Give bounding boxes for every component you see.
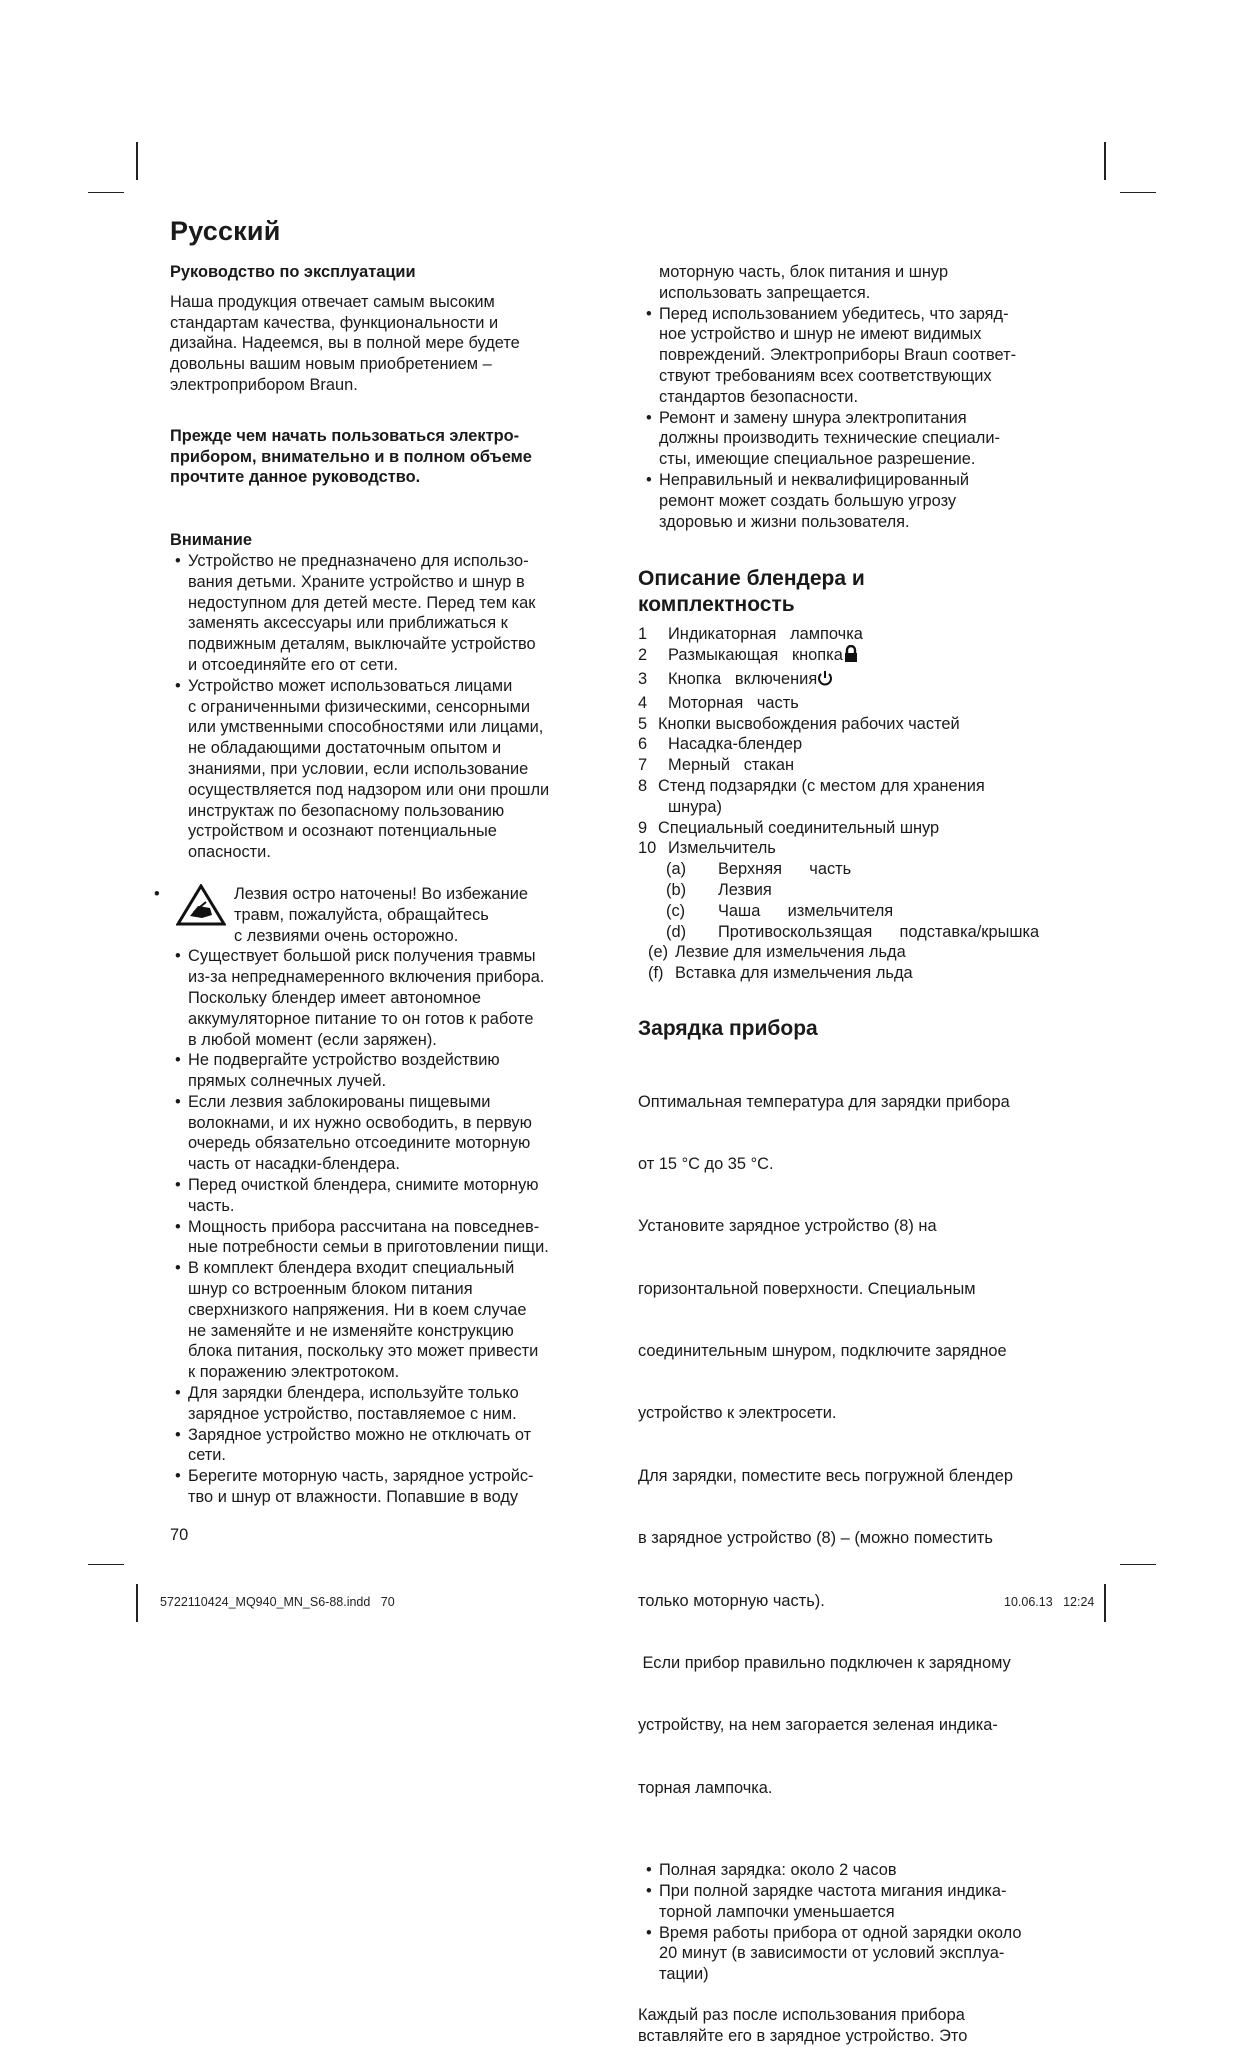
text-line: блока питания, поскольку это может привести [188,1342,539,1361]
list-item [188,1092,610,1175]
footer-filename: 5722110424_MQ940_MN_S6-88.indd 70 [160,1595,395,1609]
list-item [638,624,1100,645]
list-item [188,676,610,863]
text-line: ное устройство и шнур не имеют видимых [659,325,982,344]
text-line: сты, имеющие специальное разрешение. [659,450,976,469]
text-line: • Мощность прибора рассчитана на повседнев- [188,1217,540,1236]
text-line: • Устройство не предназначено для использо- [188,551,529,570]
description-heading [638,566,1100,618]
text-line: довольны вашим новым приобретением – [170,355,492,374]
part-number: 4 [638,693,648,712]
part-label: Чаша измельчителя [718,901,894,920]
text-line: стандартов безопасности. [659,387,858,406]
part-label: Лезвия [718,880,772,899]
right-column [638,262,1100,2047]
text-line: • Берегите моторную часть, зарядное устройс- [188,1467,534,1486]
heading-line: Описание блендера и [638,567,865,591]
text-line: Поскольку блендер имеет автономное [188,988,481,1007]
part-label: Кнопки высвобождения рабочих частей [658,714,960,733]
text-line: волокнами, и их нужно освободить, в первую [188,1113,532,1132]
list-item [638,755,1100,776]
part-label: шнура) [668,797,722,816]
part-number: 6 [638,735,648,754]
list-item [638,693,1100,714]
text-line: инструктаж по безопасному пользованию [188,801,505,820]
text-line: • При полной зарядке частота мигания индика- [659,1881,1007,1900]
part-number: (d) [666,922,687,941]
part-number: (f) [648,964,664,983]
part-label: Кнопка включения [668,669,818,688]
part-number: 2 [638,646,648,665]
text-line: заменять аксессуары или приближаться к [188,614,508,633]
list-item [188,551,610,676]
list-item [659,408,1100,470]
crop-mark [136,142,138,180]
text-line: из-за непреднамеренного включения прибора. [188,968,545,987]
crop-mark [136,1584,138,1622]
list-item [638,714,1100,735]
page-number: 70 [170,1526,189,1544]
list-item [666,880,1100,901]
list-item [638,838,1100,859]
text-line: в зарядное устройство (8) – (можно поместить [638,1529,993,1548]
part-number: 9 [638,818,648,837]
text-line: вставляйте его в зарядное устройство. Это [638,2026,968,2045]
text-line: недоступном для детей месте. Перед тем как [188,593,536,612]
text-line: ствуют требованиям всех соответствующих [659,366,992,385]
part-label: Верхняя часть [718,860,852,879]
text-line: соединительным шнуром, подключите зарядное [638,1342,1007,1361]
text-line: Если прибор правильно подключен к зарядному [638,1654,1011,1673]
text-line: опасности. [188,843,271,862]
part-number: 10 [638,839,657,858]
text-line: не заменяйте и не изменяйте конструкцию [188,1321,514,1340]
power-icon [817,669,833,693]
footer-timestamp: 10.06.13 12:24 [1004,1595,1095,1609]
text-line: осуществляется под надзором или они прошли [188,780,550,799]
list-item [188,1258,610,1383]
part-label: Индикаторная лампочка [668,625,863,644]
part-number: 8 [638,776,648,795]
extra-parts-list [638,942,1100,984]
bullet: • [154,884,160,903]
text-line: сверхнизкого напряжения. Ни в коем случае [188,1300,527,1319]
blade-warning [154,884,610,946]
crop-mark [1120,1564,1156,1565]
part-label: Насадка-блендер [668,735,803,754]
list-item [659,1881,1100,1923]
sharp-blade-warning-icon [176,884,234,946]
intro-paragraph [170,292,610,396]
text-line: аккумуляторное питание то он готов к работе [188,1009,534,1028]
text-line: шнур со встроенным блоком питания [188,1280,473,1299]
part-number [638,797,668,818]
part-number: (e) [648,943,669,962]
text-line: устройство к электросети. [638,1404,837,1423]
list-item [659,470,1100,532]
text-line: Прежде чем начать пользоваться электро- [170,426,520,445]
text-line: травм, пожалуйста, обращайтесь [234,905,489,924]
text-line: стандартам качества, функциональности и [170,313,499,332]
text-line: не обладающими достаточным опытом и [188,739,502,758]
text-line: или умственными способностями или лицами, [188,718,544,737]
list-item [638,797,1100,818]
part-label: Вставка для измельчения льда [675,964,913,983]
closing-paragraph [638,2005,1100,2047]
list-item [638,669,1100,693]
continued-text [638,262,1100,304]
text-line: прямых солнечных лучей. [188,1072,387,1091]
text-line: • Ремонт и замену шнура электропитания [659,408,967,427]
subparts-list [638,859,1100,942]
part-number: (b) [666,880,687,899]
text-line: знаниями, при условии, если использование [188,759,529,778]
list-item [638,734,1100,755]
text-line: часть. [188,1196,235,1215]
crop-mark [1104,142,1106,180]
part-number: (c) [666,901,686,920]
crop-mark [88,1564,124,1565]
text-line: очередь обязательно отсоедините моторную [188,1134,531,1153]
list-item [659,1860,1100,1881]
caution-list [638,304,1100,533]
part-label: Стенд подзарядки (с местом для хранения [658,776,985,795]
text-line: вания детьми. Храните устройство и шнур в [188,572,525,591]
text-line: подвижным деталям, выключайте устройство [188,635,536,654]
list-item [188,1050,610,1092]
text-line: Каждый раз после использования прибора [638,2005,965,2024]
caution-heading: Внимание [170,531,252,550]
text-line: устройству, на нем загорается зеленая индика- [638,1716,998,1735]
part-number: 1 [638,625,648,644]
read-first-notice [170,426,610,488]
part-number: (a) [666,860,687,879]
text-line: • Перед использованием убедитесь, что заряд- [659,304,1009,323]
text-line: Оптимальная температура для зарядки прибора [638,1092,1010,1111]
list-item [659,1923,1100,1985]
text-line: с лезвиями очень осторожно. [234,926,459,945]
caution-list [170,946,610,1508]
list-item [666,922,1100,943]
text-line: тации) [659,1965,709,1984]
text-line: электроприбором Braun. [170,375,358,394]
text-line: использовать запрещается. [659,283,871,302]
left-column [154,262,610,1508]
text-line: зарядное устройство, поставляемое с ним. [188,1404,517,1423]
text-line: • Зарядное устройство можно не отключать от [188,1425,532,1444]
text-line: часть от насадки-блендера. [188,1155,400,1174]
text-line: • Для зарядки блендера, используйте только [188,1384,519,1403]
part-label: Противоскользящая подставка/крышка [718,922,1040,941]
list-item [659,304,1100,408]
list-item [666,901,1100,922]
text-line: тво и шнур от влажности. Попавшие в воду [188,1488,519,1507]
list-item [666,859,1100,880]
text-line: Для зарядки, поместите весь погружной блендер [638,1466,1013,1485]
list-item [188,1466,610,1508]
text-line: торная лампочка. [638,1778,773,1797]
text-line: моторную часть, блок питания и шнур [659,263,949,281]
text-line: • Перед очисткой блендера, снимите моторную [188,1176,539,1195]
text-line: здоровью и жизни пользователя. [659,512,910,531]
manual-heading: Руководство по эксплуатации [170,263,416,281]
text-line: • Не подвергайте устройство воздействию [188,1051,500,1070]
text-line: должны производить технические специали- [659,429,1000,448]
crop-mark [88,192,124,193]
list-item [638,776,1100,797]
heading-line: комплектность [638,593,795,617]
text-line: • Время работы прибора от одной зарядки около [659,1923,1022,1942]
caution-list [170,551,610,863]
list-item [188,946,610,1050]
text-line: прибором, внимательно и в полном объеме [170,447,532,466]
charging-list [638,1860,1100,1985]
part-number: 3 [638,669,648,688]
text-line: Лезвия остро наточены! Во избежание [234,884,529,903]
part-label: Моторная часть [668,693,799,712]
part-label: Лезвие для измельчения льда [675,943,906,962]
page-title: Русский [170,216,281,246]
text-line: горизонтальной поверхности. Специальным [638,1279,976,1298]
list-item [638,818,1100,839]
part-label: Мерный стакан [668,756,795,775]
part-label: Размыкающая кнопка [668,646,843,665]
text-line: с ограниченными физическими, сенсорными [188,697,531,716]
text-line: прочтите данное руководство. [170,468,421,487]
text-line: ные потребности семьи в приготовлении пищи. [188,1238,549,1257]
text-line: повреждений. Электроприборы Braun соответ- [659,346,1017,365]
text-line: 20 минут (в зависимости от условий эксплуа- [659,1944,1005,1963]
text-line: в любой момент (если заряжен). [188,1030,437,1049]
crop-mark [1120,192,1156,193]
part-label: Измельчитель [668,839,776,858]
text-line: • Устройство может использоваться лицами [188,676,513,695]
text-line: дизайна. Надеемся, вы в полной мере будете [170,334,520,353]
charging-heading: Зарядка прибора [638,1016,818,1040]
part-label: Специальный соединительный шнур [658,818,940,837]
text-line: • Существует большой риск получения травмы [188,947,536,966]
crop-mark [1104,1584,1106,1622]
text-line: устройством и осознают потенциальные [188,822,497,841]
text-line: • Если лезвия заблокированы пищевыми [188,1092,491,1111]
list-item [188,1217,610,1259]
list-item [648,963,1100,984]
list-item [638,645,1100,669]
text-line: • Неправильный и неквалифицированный [659,470,970,489]
text-line: сети. [188,1446,226,1465]
list-item [648,942,1100,963]
lock-icon [843,645,859,669]
text-line: ремонт может создать большую угрозу [659,491,957,510]
text-line: Наша продукция отвечает самым высоким [170,292,495,311]
part-number: 5 [638,714,648,733]
text-line: только моторную часть). [638,1591,825,1610]
text-line: к поражению электротоком. [188,1363,400,1382]
part-number: 7 [638,756,648,775]
charging-paragraph [638,1050,1100,1840]
list-item [188,1425,610,1467]
text-line: и отсоединяйте его от сети. [188,655,399,674]
text-line: торной лампочки уменьшается [659,1902,895,1921]
list-item [188,1383,610,1425]
text-line: от 15 °C до 35 °C. [638,1154,774,1173]
parts-list [638,624,1100,859]
text-line: • В комплект блендера входит специальный [188,1259,515,1278]
list-item [188,1175,610,1217]
text-line: • Полная зарядка: около 2 часов [659,1861,897,1880]
text-line: Установите зарядное устройство (8) на [638,1217,937,1236]
